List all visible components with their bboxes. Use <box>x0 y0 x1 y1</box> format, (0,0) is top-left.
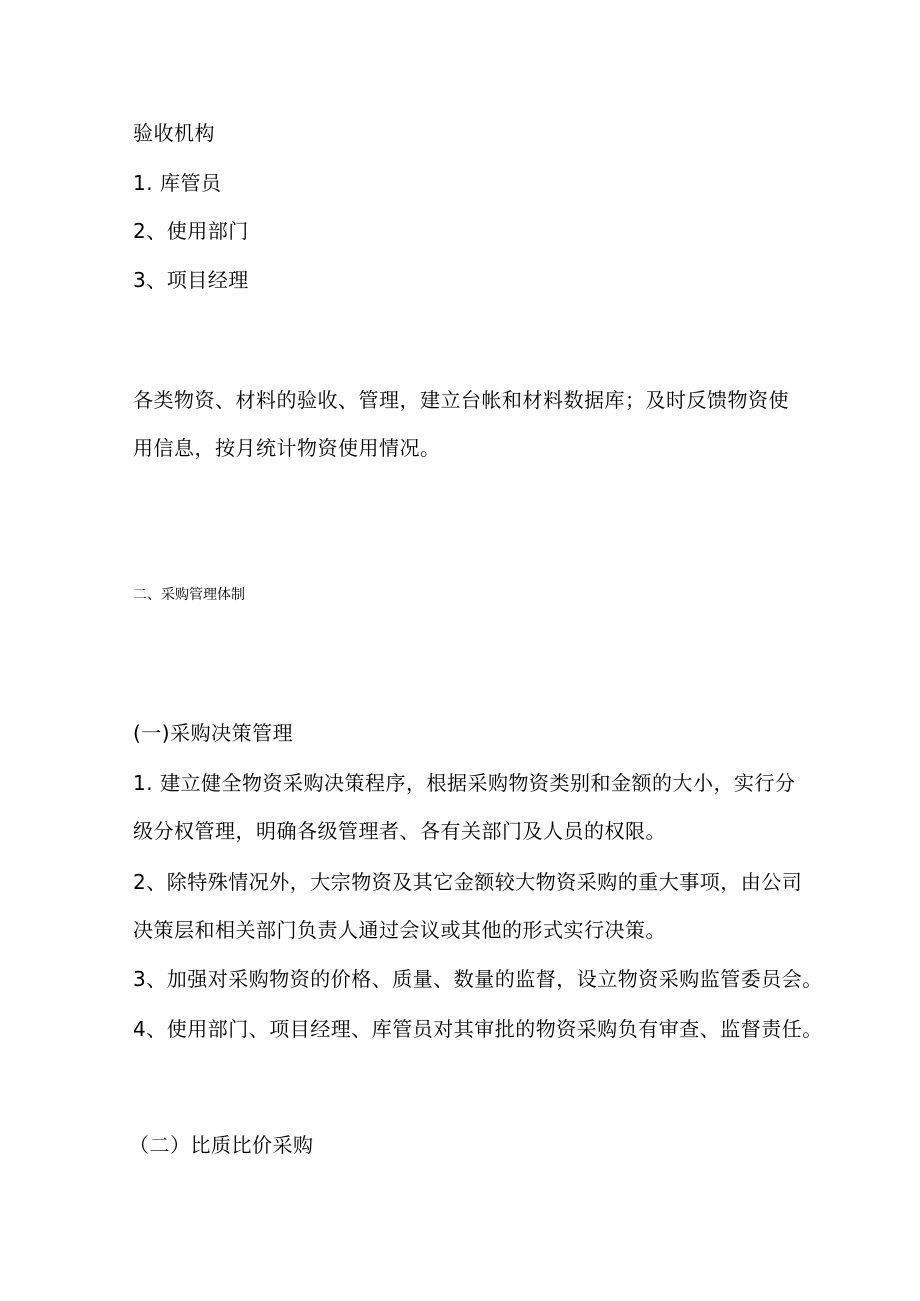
section-title: 二、采购管理体制 <box>133 587 245 603</box>
subsection-title: （二）比质比价采购 <box>129 1133 314 1157</box>
paragraph-line: 决策层和相关部门负责人通过会议或其他的形式实行决策。 <box>133 918 666 942</box>
duty-paragraph-line: 各类物资、材料的验收、管理，建立台帐和材料数据库；及时反馈物资使 <box>133 388 789 412</box>
acceptance-heading: 验收机构 <box>133 121 215 145</box>
subsection-title: (一)采购决策管理 <box>133 721 294 745</box>
paragraph-line: 3、加强对采购物资的价格、质量、数量的监督，设立物资采购监管委员会。 <box>133 967 823 991</box>
paragraph-line: 1. 建立健全物资采购决策程序，根据采购物资类别和金额的大小，实行分 <box>133 771 796 795</box>
paragraph-line: 级分权管理，明确各级管理者、各有关部门及人员的权限。 <box>133 819 666 843</box>
paragraph-line: 2、除特殊情况外，大宗物资及其它金额较大物资采购的重大事项，由公司 <box>133 870 803 894</box>
paragraph-line: 4、使用部门、项目经理、库管员对其审批的物资采购负有审查、监督责任。 <box>133 1017 823 1041</box>
acceptance-item: 3、项目经理 <box>133 268 249 292</box>
acceptance-item: 1. 库管员 <box>133 171 222 195</box>
duty-paragraph-line: 用信息，按月统计物资使用情况。 <box>133 436 441 460</box>
acceptance-item: 2、使用部门 <box>133 219 249 243</box>
